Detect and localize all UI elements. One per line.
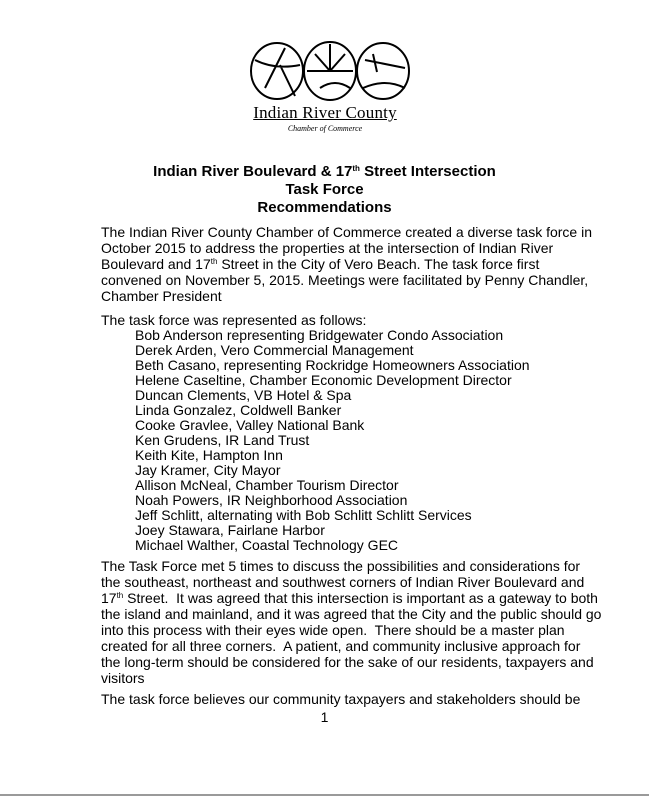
doc-title-line3: Recommendations xyxy=(257,199,392,216)
list-item: Jeff Schlitt, alternating with Bob Schlitt Schlitt Services xyxy=(135,507,472,523)
list-item: Noah Powers, IR Neighborhood Association xyxy=(135,492,408,508)
members-list xyxy=(135,328,530,553)
members-intro: The task force was represented as follows: xyxy=(101,312,367,328)
intro-paragraph: The Indian River County Chamber of Commerce created a diverse task force in October 2015 to address the properties at the intersection of Indian River Boulevard and 17th Street in the City of Vero Beach. The task force first convened on November 5, 2015. Meetings were facilitated by Penny Chandler, Chamber President xyxy=(101,224,592,304)
list-item: Duncan Clements, VB Hotel & Spa xyxy=(135,387,352,403)
list-item: Jay Kramer, City Mayor xyxy=(135,462,281,478)
logo-subtitle: Chamber of Commerce xyxy=(287,124,363,133)
page-edge-divider xyxy=(0,794,649,796)
list-item: Linda Gonzalez, Coldwell Banker xyxy=(135,402,342,418)
page-number: 1 xyxy=(320,709,329,725)
list-item: Helene Caseltine, Chamber Economic Development Director xyxy=(135,372,512,388)
list-item: Michael Walther, Coastal Technology GEC xyxy=(135,537,399,553)
list-item: Derek Arden, Vero Commercial Management xyxy=(135,342,414,358)
list-item: Keith Kite, Hampton Inn xyxy=(135,447,283,463)
list-item: Allison McNeal, Chamber Tourism Director xyxy=(135,477,399,493)
doc-title-line2: Task Force xyxy=(285,181,364,198)
doc-title-line1: Indian River Boulevard & 17th Street Intersection xyxy=(153,163,496,180)
list-item: Cooke Gravlee, Valley National Bank xyxy=(135,417,365,433)
logo-title: Indian River County xyxy=(253,103,397,122)
meetings-paragraph: The Task Force met 5 times to discuss the possibilities and considerations for the southeast, northeast and southwest corners of Indian River Boulevard and 17th Street. It was agreed that this intersection is important as a gateway to both the island and mainland, and it was agreed that the City and the public should go into this process with their eyes wide open. There should be a master plan created for all three corners. A patient, and community inclusive approach for the long-term should be considered for the sake of our residents, taxpayers and visitors xyxy=(101,558,602,686)
chamber-logo xyxy=(245,40,415,104)
closing-paragraph: The task force believes our community taxpayers and stakeholders should be xyxy=(101,691,581,707)
list-item: Beth Casano, representing Rockridge Homeowners Association xyxy=(135,357,530,373)
list-item: Bob Anderson representing Bridgewater Condo Association xyxy=(135,327,504,343)
list-item: Joey Stawara, Fairlane Harbor xyxy=(135,522,325,538)
list-item: Ken Grudens, IR Land Trust xyxy=(135,432,310,448)
